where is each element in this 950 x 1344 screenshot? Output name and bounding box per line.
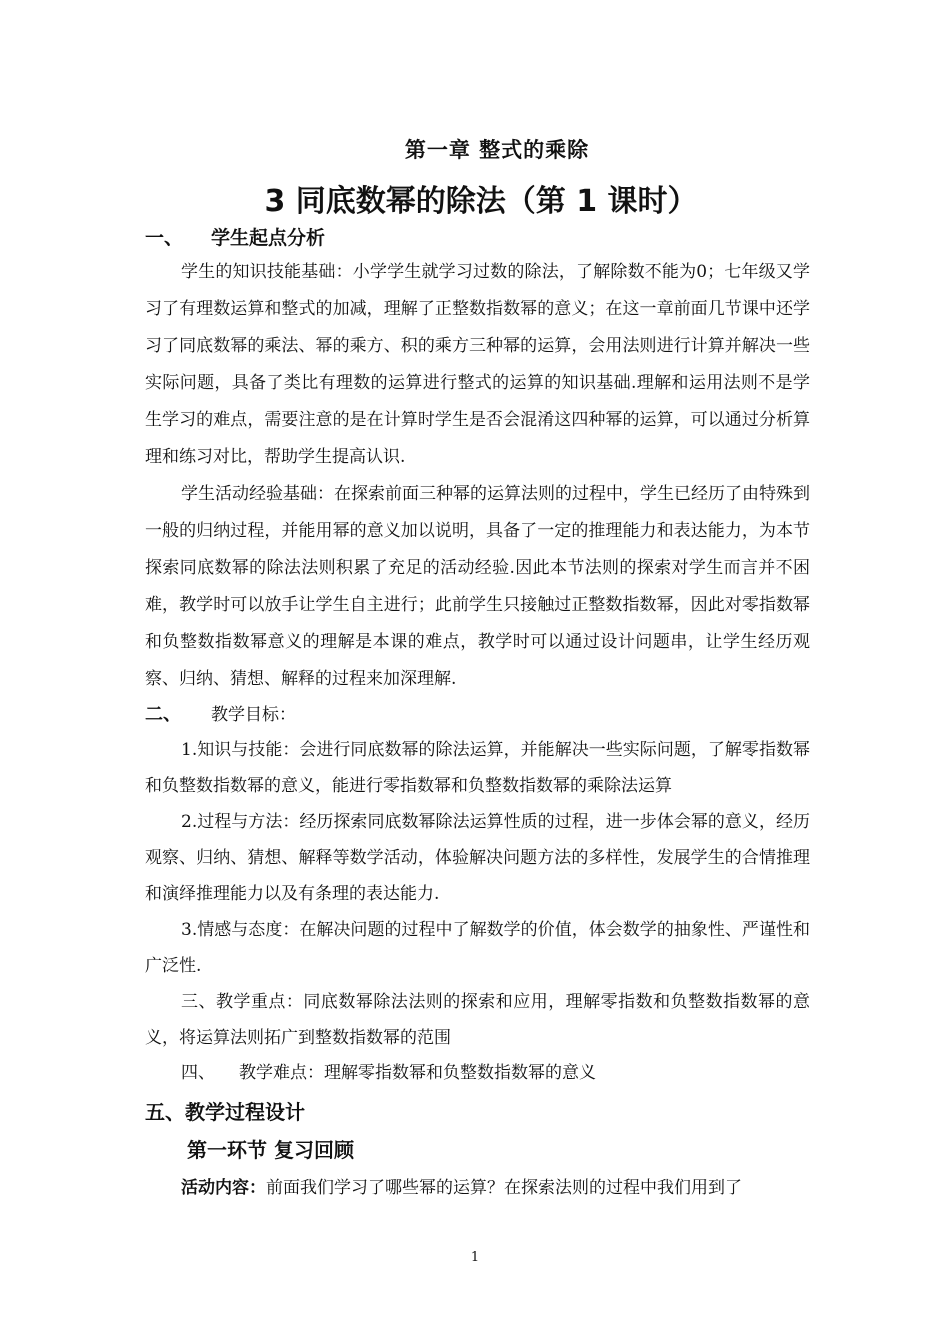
goal-item-attitude: 3.情感与态度：在解决问题的过程中了解数学的价值，体会数学的抽象性、严谨性和广泛性. — [145, 920, 810, 976]
goal-item-knowledge: 1.知识与技能：会进行同底数幂的除法运算，并能解决一些实际问题，了解零指数幂和负整数指数幂的意义，能进行零指数幂和负整数指数幂的乘除法运算 — [145, 740, 810, 796]
teaching-difficulty — [145, 1056, 810, 1090]
section-heading-1 — [145, 228, 810, 248]
difficulty-text: 教学难点：理解零指数幂和负整数指数幂的意义 — [239, 1063, 596, 1083]
paragraph-activity-experience: 学生活动经验基础：在探索前面三种幂的运算法则的过程中，学生已经历了由特殊到一般的归纳过程，并能用幂的意义加以说明，具备了一定的推理能力和表达能力，为本节探索同底数幂的除法法则积累了充足的活动经验.因此本节法则的探索对学生而言并不困难，教学时可以放手让学生自主进行；此前学生只接触过正整数指数幂，因此对零指数幂和负整数指数幂意义的理解是本课的难点，教学时可以通过设计问题串，让学生经历观察、归纳、猜想、解释的过程来加深理解. — [145, 484, 810, 689]
activity-text: 前面我们学习了哪些幂的运算？在探索法则的过程中我们用到了 — [266, 1178, 742, 1198]
activity-label: 活动内容： — [181, 1178, 266, 1198]
activity-content — [145, 1170, 810, 1206]
goal-item-process: 2.过程与方法：经历探索同底数幂除法运算性质的过程，进一步体会幂的意义，经历观察、归纳、猜想、解释等数学活动，体验解决问题方法的多样性，发展学生的合情推理和演绎推理能力以及有条理的表达能力. — [145, 812, 810, 904]
paragraph-knowledge-base: 学生的知识技能基础：小学学生就学习过数的除法，了解除数不能为0；七年级又学习了有理数运算和整式的加减，理解了正整数指数幂的意义；在这一章前面几节课中还学习了同底数幂的乘法、幂的乘方、积的乘方三种幂的运算，会用法则进行计算并解决一些实际问题，具备了类比有理数的运算进行整式的运算的知识基础.理解和运用法则不是学生学习的难点，需要注意的是在计算时学生是否会混淆这四种幂的运算，可以通过分析算理和练习对比，帮助学生提高认识. — [145, 262, 810, 467]
section-title: 教学目标： — [211, 705, 296, 725]
section-heading-2 — [145, 698, 810, 732]
chapter-title: 第一章 整式的乘除 — [404, 138, 590, 162]
section-title: 学生起点分析 — [211, 227, 326, 249]
page-number: 1 — [470, 1250, 480, 1265]
section-number: 四、 — [181, 1063, 215, 1083]
section-heading-5: 五、教学过程设计 — [145, 1100, 305, 1124]
lesson-title: 3 同底数幂的除法（第 1 课时） — [264, 184, 698, 219]
section-number: 一、 — [145, 227, 184, 249]
step-heading: 第一环节 复习回顾 — [187, 1138, 354, 1162]
teaching-focus: 三、教学重点：同底数幂除法法则的探索和应用，理解零指数和负整数指数幂的意义，将运算法则拓广到整数指数幂的范围 — [145, 992, 810, 1048]
document-body — [145, 228, 810, 1206]
section-number: 二、 — [145, 704, 181, 725]
